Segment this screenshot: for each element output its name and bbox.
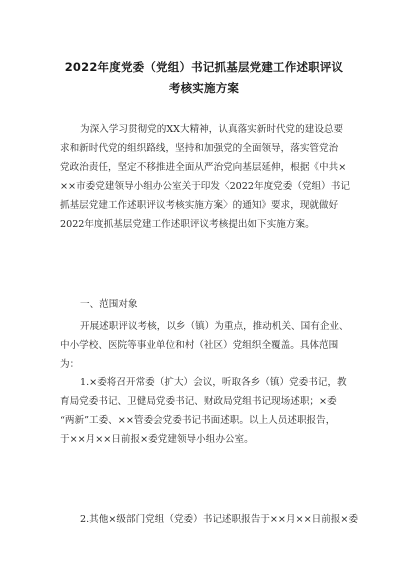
paragraph-line: 中小学校、医院等事业单位和村（社区）党组织全覆盖。具体范围	[60, 340, 339, 351]
paragraph-line: 党政治责任，坚定不移推进全面从严治党向基层延伸，根据《中共×	[60, 162, 347, 173]
paragraph-line: 为深入学习贯彻党的XX大精神，认真落实新时代党的建设总要	[80, 124, 344, 135]
intro-paragraph	[60, 120, 365, 234]
paragraph-line: 2022年度抓基层党建工作述职评议考核提出如下实施方案。	[60, 219, 315, 230]
paragraph-line: 育局党委书记、卫健局党委书记、财政局党组书记现场述职；×委	[60, 396, 337, 407]
scope-paragraph	[60, 317, 365, 374]
list-item-1	[60, 373, 365, 449]
paragraph-line: “两新”工委、××管委会党委书记书面述职。以上人员述职报告，	[60, 415, 336, 426]
paragraph-line: 抓基层党建工作述职评议考核实施方案〉的通知》要求，现就做好	[60, 200, 339, 211]
document-title-line-1: 2022年度党委（党组）书记抓基层党建工作述职评议	[64, 60, 344, 74]
paragraph-line: 开展述职评议考核，以乡（镇）为重点，推动机关、国有企业、	[80, 321, 349, 332]
paragraph-line: 求和新时代党的组织路线，坚持和加强党的全面领导，落实管党治	[60, 143, 339, 154]
paragraph-line: 1.×委将召开常委（扩大）会议，听取各乡（镇）党委书记，教	[80, 377, 347, 388]
paragraph-line: 于××月××日前报×委党建领导小组办公室。	[60, 434, 254, 445]
paragraph-line: ××市委党建领导小组办公室关于印发〈2022年度党委（党组）书记	[60, 181, 350, 192]
paragraph-line: 2.其他×级部门党组（党委）书记述职报告于××月××日前报×委	[80, 514, 359, 525]
paragraph-line: 为：	[60, 359, 80, 370]
list-item-2	[60, 510, 365, 529]
document-title-line-2: 考核实施方案	[168, 81, 240, 95]
section-heading: 一、范围对象	[80, 299, 138, 310]
